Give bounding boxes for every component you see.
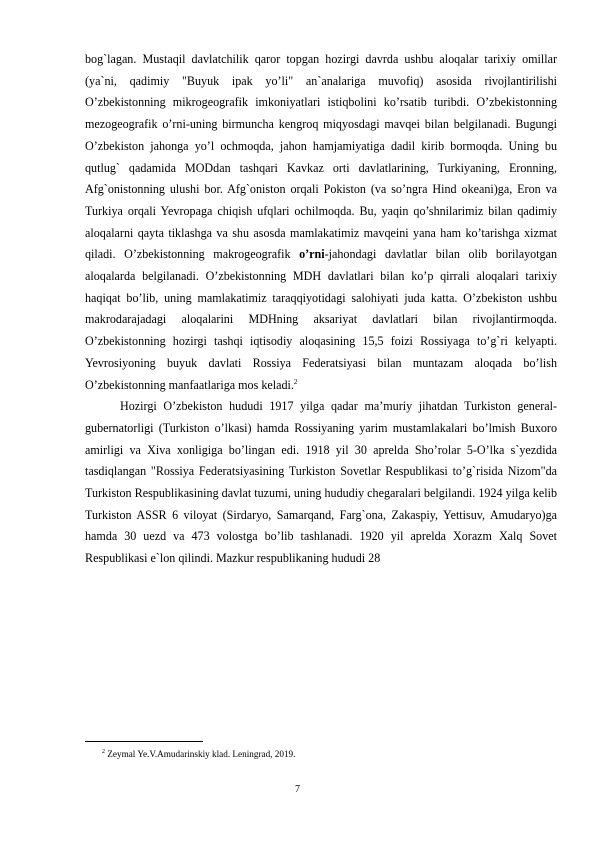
body-text: [85, 49, 557, 570]
paragraph-1: [85, 49, 557, 396]
page-number: 7: [295, 784, 300, 795]
footnote-reference[interactable]: 2: [293, 377, 298, 386]
paragraph-1-text-a: bog`lagan. Mustaqil davlatchilik qaror topgan hozirgi davrda ushbu aloqalar tarixiy omillar (ya`ni, qadimiy "Buyuk ipak yo’li" an`analariga muvofiq) asosida rivojlantirilishi O’zbekistonning mikrogeografik imkoniyatlari istiqbolini ko’rsatib turibdi. O’zbekistonning mezogeografik o’rni-uning birmuncha kengroq miqyosdagi mavqei bilan belgilanadi. Bugungi O’zbekiston jahonga yo’l ochmoqda, jahon hamjamiyatiga dadil kirib bormoqda. Uning bu qutlug` qadamida MODdan tashqari Kavkaz orti davlatlarining, Turkiyaning, Eronning, Afg`onistonning ulushi bor. Afg`oniston orqali Pokiston (va so’ngra Hind okeani)ga, Eron va Turkiya orqali Yevropaga chiqish ufqlari ochilmoqda. Bu, yaqin qo’shnilarimiz bilan qadimiy aloqalarni qayta tiklashga va shu asosda mamlakatimiz mavqeini yana ham ko’tarishga xizmat qiladi. O’zbekistonning makrogeografik: [85, 52, 557, 262]
footnote-separator: [85, 741, 203, 742]
paragraph-1-text-b: -jahondagi davlatlar bilan olib borilayotgan aloqalarda belgilanadi. O’zbekistonning MDH davlatlari bilan ko’p qirrali aloqalari tarixiy haqiqat bo’lib, uning mamlakatimiz taraqqiyotidagi salohiyati juda katta. O’zbekiston ushbu makrodarajadagi aloqalarini MDHning aksariyat davlatlari bilan rivojlantirmoqda. O’zbekistonning hozirgi tashqi iqtisodiy aloqasining 15,5 foizi Rossiyaga to’g`ri kelyapti. Yevrosiyoning buyuk davlati Rossiya Federatsiyasi bilan muntazam aloqada bo’lish O’zbekistonning manfaatlariga mos keladi.: [85, 247, 557, 392]
paragraph-2: Hozirgi O’zbekiston hududi 1917 yilga qadar ma’muriy jihatdan Turkiston general-gubernatorligi (Turkiston o’lkasi) hamda Rossiyaning yarim mustamlakalari bo’lmish Buxoro amirligi va Xiva xonligiga bo’lingan edi. 1918 yil 30 aprelda Sho’rolar 5-O’lka s`yezdida tasdiqlangan "Rossiya Federatsiyasining Turkiston Sovetlar Respublikasi to’g`risida Nizom"da Turkiston Respublikasining davlat tuzumi, uning hududiy chegaralari belgilandi. 1924 yilga kelib Turkiston ASSR 6 viloyat (Sirdaryo, Samarqand, Farg`ona, Zakaspiy, Yettisuv, Amudaryo)ga hamda 30 uezd va 473 volostga bo’lib tashlanadi. 1920 yil aprelda Xorazm Xalq Sovet Respublikasi e`lon qilindi. Mazkur respublikaning hududi 28: [85, 399, 557, 566]
footnote: [102, 748, 557, 760]
footnote-text: Zeymal Ye.V.Amudarinskiy klad. Leningrad, 2019.: [107, 749, 296, 759]
footnote-number: 2: [102, 748, 105, 755]
bold-term-orni: o’rni: [299, 247, 325, 262]
